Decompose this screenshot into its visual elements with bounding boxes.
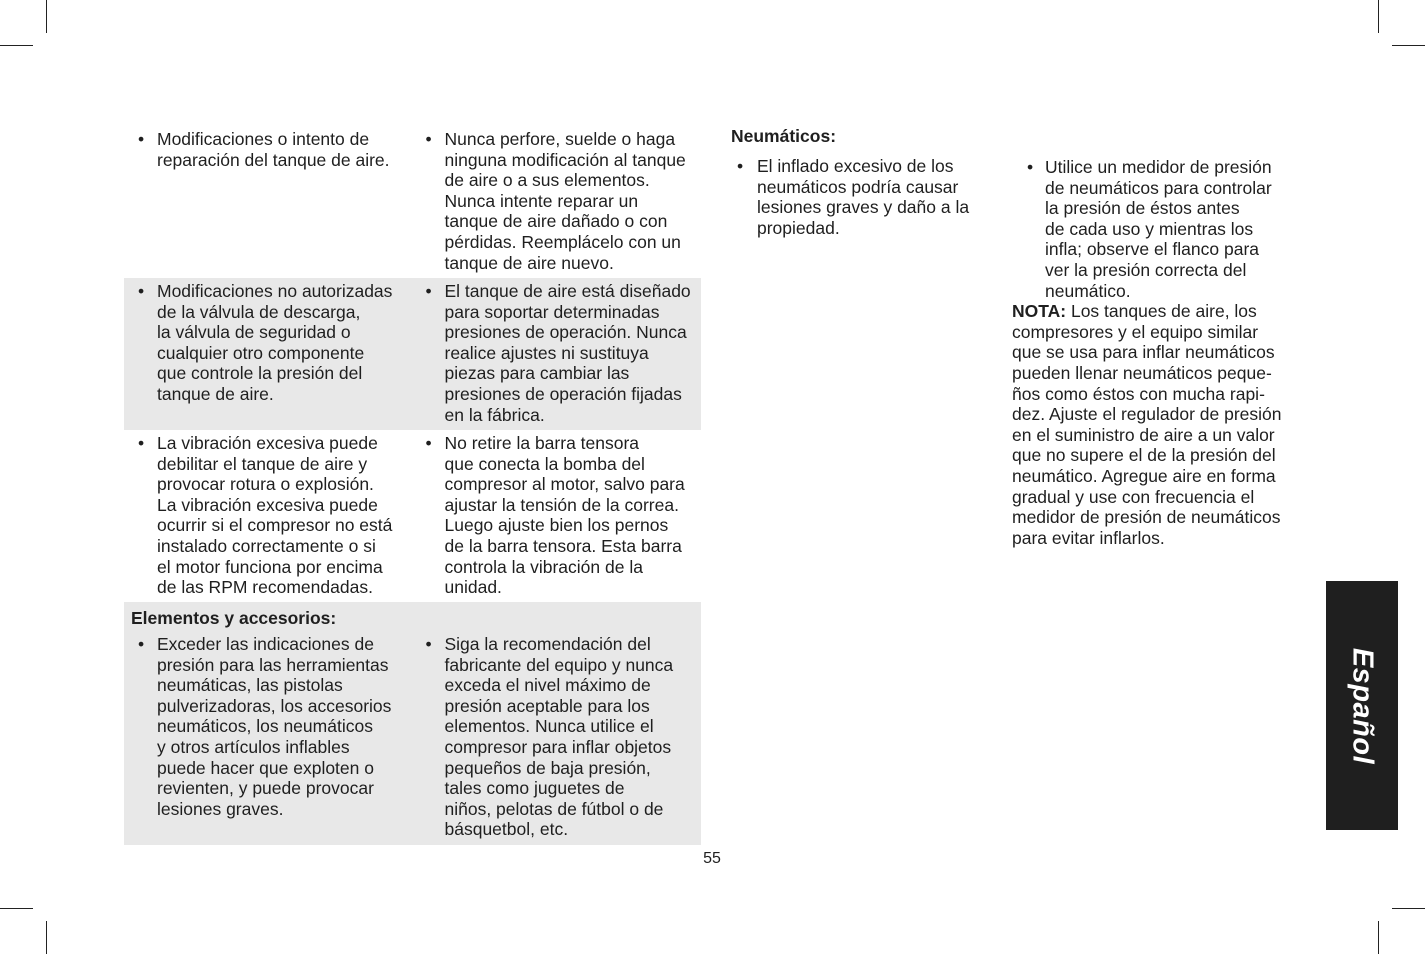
crop-mark: [1392, 908, 1425, 909]
list-item: • Exceder las indicaciones de presión para las herramientas neumáticas, las pistolas pulverizadoras, los accesorios neumáticos, los neumáticos y otros artículos inflables puede hacer que exploten o revienten, y puede provocar lesiones graves.: [138, 634, 392, 819]
action-cell: [413, 433, 702, 602]
hazard-cell: [124, 634, 413, 845]
crop-mark: [1378, 921, 1379, 954]
section-heading: Elementos y accesorios:: [131, 608, 337, 628]
crop-mark: [46, 0, 47, 33]
table-row: [124, 430, 701, 602]
language-tab: [1326, 581, 1398, 830]
bullet-icon: •: [138, 433, 145, 453]
bullet-icon: •: [138, 129, 145, 149]
list-item: • Nunca perfore, suelde o haga ninguna modificación al tanque de aire o a sus elementos. Nunca intente reparar un tanque de aire dañado o con pérdidas. Reemplácelo con un tanque de aire nuevo.: [425, 129, 686, 273]
list-item: • No retire la barra tensora que conecta la bomba del compresor al motor, salvo para ajustar la tensión de la correa. Luego ajuste bien los pernos de la barra tensora. Esta barra controla la vibración de la unidad.: [425, 433, 685, 598]
safety-table: [124, 125, 701, 845]
section-heading-row: [124, 602, 701, 632]
crop-mark: [0, 908, 33, 909]
bullet-icon: •: [425, 281, 432, 301]
list-item: • El inflado excesivo de los neumáticos podría causar lesiones graves y daño a la propiedad.: [737, 156, 970, 238]
list-item: • Modificaciones o intento de reparación del tanque de aire.: [138, 129, 390, 170]
list-item: • Modificaciones no autorizadas de la válvula de descarga, la válvula de seguridad o cualquier otro componente que controle la presión del tanque de aire.: [138, 281, 393, 404]
table-row: [124, 278, 701, 430]
bullet-icon: •: [138, 634, 145, 654]
section-heading: Neumáticos:: [731, 126, 837, 146]
table-row: [124, 632, 701, 845]
tires-hazard-column: [731, 126, 981, 238]
bullet-icon: •: [425, 433, 432, 453]
crop-mark: [1392, 45, 1425, 46]
hazard-cell: [124, 433, 413, 602]
note-paragraph: [1012, 301, 1297, 548]
action-cell: [413, 129, 702, 278]
list-item: • Siga la recomendación del fabricante del equipo y nunca exceda el nivel máximo de presión aceptable para los elementos. Nunca utilice el compresor para inflar objetos pequeños de baja presión, tales como juguetes de niños, pelotas de fútbol o de básquetbol, etc.: [425, 634, 674, 840]
note-text: Los tanques de aire, los compresores y el equipo similar que se usa para inflar neumáticos pueden llenar neumáticos peque- ños como éstos con mucha rapi- dez. Ajuste el regulador de presión en el suministro de aire a un valor que no supere el de la presión del neumático. Agregue aire en forma gradual y use con frecuencia el medidor de presión de neumáticos para evitar inflarlos.: [1012, 301, 1282, 548]
table-row: [124, 125, 701, 278]
note-label: NOTA:: [1012, 301, 1067, 322]
list-item: • La vibración excesiva puede debilitar el tanque de aire y provocar rotura o explosión. La vibración excesiva puede ocurrir si el compresor no está instalado correctamente o si el motor funciona por encima de las RPM recomendadas.: [138, 433, 393, 598]
language-tab-label: Español: [1346, 647, 1379, 764]
action-cell: [413, 281, 702, 430]
list-item: • Utilice un medidor de presión de neumáticos para controlar la presión de éstos antes de cada uso y mientras los infla; observe el flanco para ver la presión correcta del neumático.: [1027, 157, 1272, 301]
bullet-icon: •: [425, 634, 432, 654]
hazard-cell: [124, 129, 413, 278]
crop-mark: [1378, 0, 1379, 33]
tires-action-column: [1012, 157, 1297, 548]
bullet-icon: •: [138, 281, 145, 301]
bullet-icon: •: [737, 156, 744, 176]
page-number: 55: [703, 850, 721, 867]
hazard-cell: [124, 281, 413, 430]
list-item: • El tanque de aire está diseñado para soportar determinadas presiones de operación. Nunca realice ajustes ni sustituya piezas para cambiar las presiones de operación fijadas en la fábrica.: [425, 281, 691, 425]
bullet-icon: •: [1027, 157, 1034, 177]
bullet-icon: •: [425, 129, 432, 149]
action-cell: [413, 634, 702, 845]
crop-mark: [46, 921, 47, 954]
crop-mark: [0, 45, 33, 46]
